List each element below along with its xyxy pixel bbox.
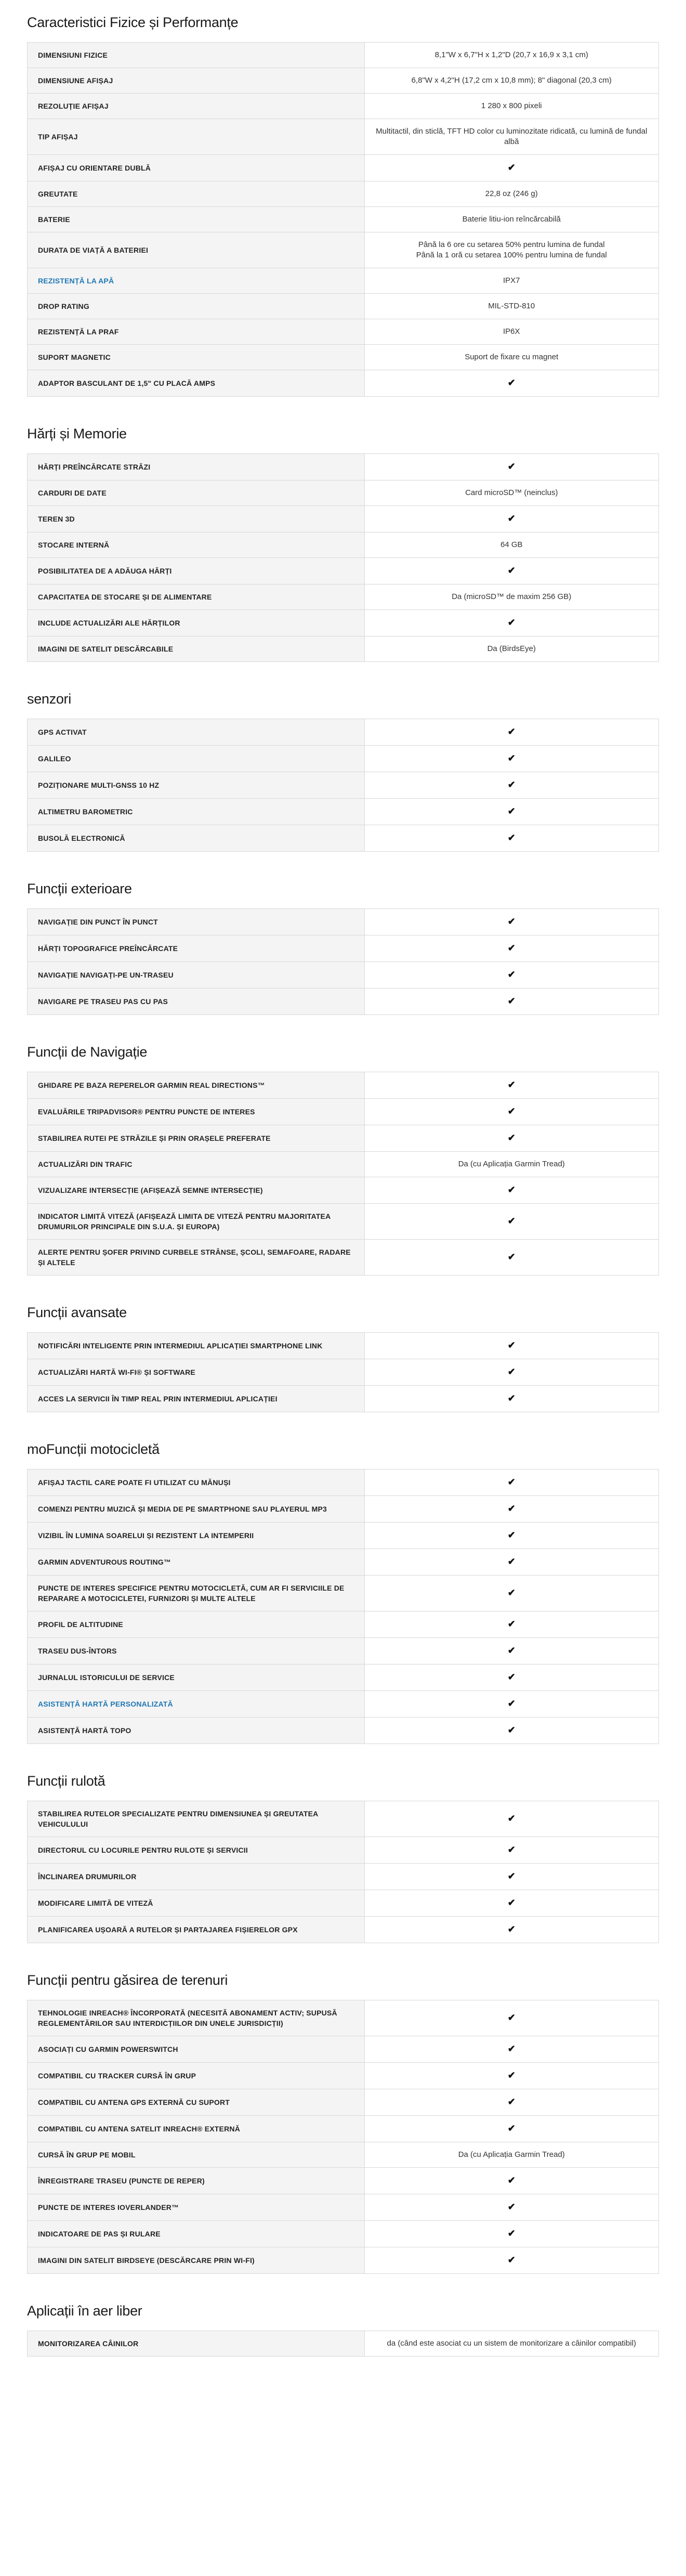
checkmark-icon: ✔ — [507, 2012, 516, 2023]
checkmark-icon: ✔ — [507, 1698, 516, 1709]
spec-value — [364, 1469, 659, 1496]
spec-value-text: Suport de fixare cu magnet — [465, 353, 559, 361]
spec-table — [27, 908, 659, 1015]
spec-section — [27, 1441, 659, 1744]
spec-value — [364, 1664, 659, 1691]
spec-value — [364, 1386, 659, 1412]
spec-value-text: Da (BirdsEye) — [487, 644, 536, 653]
table-row — [28, 1890, 659, 1917]
spec-label: ACTUALIZĂRI DIN TRAFIC — [28, 1152, 365, 1177]
spec-label: BATERIE — [28, 207, 365, 232]
checkmark-icon: ✔ — [507, 726, 516, 737]
spec-value — [364, 480, 659, 506]
table-row — [28, 2089, 659, 2116]
spec-label: CAPACITATEA DE STOCARE ȘI DE ALIMENTARE — [28, 584, 365, 610]
table-row — [28, 1099, 659, 1125]
table-row — [28, 2168, 659, 2194]
spec-value — [364, 94, 659, 119]
spec-label: ÎNCLINAREA DRUMURILOR — [28, 1864, 365, 1890]
spec-label: MODIFICARE LIMITĂ DE VITEZĂ — [28, 1890, 365, 1917]
table-row — [28, 1072, 659, 1099]
table-row — [28, 935, 659, 962]
table-row — [28, 1496, 659, 1523]
spec-value — [364, 1691, 659, 1718]
spec-value — [364, 2089, 659, 2116]
spec-label: ALTIMETRU BAROMETRIC — [28, 799, 365, 825]
table-row — [28, 532, 659, 558]
spec-label: PROFIL DE ALTITUDINE — [28, 1611, 365, 1638]
spec-label: COMPATIBIL CU ANTENA SATELIT INREACH® EXTERNĂ — [28, 2116, 365, 2142]
section-title: senzori — [27, 691, 71, 707]
table-row — [28, 181, 659, 207]
spec-label: GALILEO — [28, 746, 365, 772]
checkmark-icon: ✔ — [507, 2175, 516, 2185]
spec-section — [27, 881, 659, 1015]
spec-value — [364, 746, 659, 772]
spec-value — [364, 2000, 659, 2036]
checkmark-icon: ✔ — [507, 513, 516, 524]
table-row — [28, 370, 659, 397]
spec-table — [27, 1801, 659, 1943]
checkmark-icon: ✔ — [507, 969, 516, 980]
spec-value — [364, 988, 659, 1015]
table-row — [28, 636, 659, 662]
spec-label: POSIBILITATEA DE A ADĂUGA HĂRȚI — [28, 558, 365, 584]
spec-value — [364, 1072, 659, 1099]
checkmark-icon: ✔ — [507, 2228, 516, 2239]
table-row — [28, 1152, 659, 1177]
spec-label: REZOLUȚIE AFIȘAJ — [28, 94, 365, 119]
checkmark-icon: ✔ — [507, 1556, 516, 1567]
spec-label: HĂRȚI PREÎNCĂRCATE STRĂZI — [28, 454, 365, 480]
spec-value — [364, 610, 659, 636]
table-row — [28, 1917, 659, 1943]
spec-label: ACCES LA SERVICII ÎN TIMP REAL PRIN INTERMEDIUL APLICAȚIEI — [28, 1386, 365, 1412]
table-row — [28, 319, 659, 345]
spec-label: NOTIFICĂRI INTELIGENTE PRIN INTERMEDIUL APLICAȚIEI SMARTPHONE LINK — [28, 1333, 365, 1359]
spec-value — [364, 2116, 659, 2142]
section-title: Hărți și Memorie — [27, 426, 127, 441]
spec-value — [364, 181, 659, 207]
table-row — [28, 1549, 659, 1576]
spec-label: DIRECTORUL CU LOCURILE PENTRU RULOTE ȘI SERVICII — [28, 1837, 365, 1864]
spec-value — [364, 1801, 659, 1837]
spec-section — [27, 1305, 659, 1412]
table-row — [28, 506, 659, 532]
checkmark-icon: ✔ — [507, 1185, 516, 1195]
checkmark-icon: ✔ — [507, 1619, 516, 1629]
spec-value — [364, 1152, 659, 1177]
table-row — [28, 1864, 659, 1890]
checkmark-icon: ✔ — [507, 1133, 516, 1143]
spec-label: STABILIREA RUTELOR SPECIALIZATE PENTRU DIMENSIUNEA ȘI GREUTATEA VEHICULULUI — [28, 1801, 365, 1837]
spec-label: AFIȘAJ TACTIL CARE POATE FI UTILIZAT CU MĂNUȘI — [28, 1469, 365, 1496]
checkmark-icon: ✔ — [507, 2097, 516, 2107]
spec-label-link[interactable]: REZISTENȚĂ LA APĂ — [28, 268, 365, 294]
table-row — [28, 2221, 659, 2247]
table-row — [28, 719, 659, 746]
spec-value — [364, 2331, 659, 2357]
checkmark-icon: ✔ — [507, 779, 516, 790]
checkmark-icon: ✔ — [507, 1924, 516, 1934]
spec-table — [27, 42, 659, 397]
spec-value — [364, 935, 659, 962]
spec-value-text: Baterie litiu-ion reîncărcabilă — [462, 215, 561, 224]
table-row — [28, 68, 659, 94]
spec-label: ACTUALIZĂRI HARTĂ WI-FI® ȘI SOFTWARE — [28, 1359, 365, 1386]
checkmark-icon: ✔ — [507, 1813, 516, 1824]
checkmark-icon: ✔ — [507, 565, 516, 576]
spec-value — [364, 1917, 659, 1943]
spec-label: INDICATOR LIMITĂ VITEZĂ (AFIȘEAZĂ LIMITA DE VITEZĂ PENTRU MAJORITATEA DRUMURILOR PRINCIPALE DIN S.U.A. ȘI EUROPA) — [28, 1204, 365, 1240]
spec-value — [364, 719, 659, 746]
checkmark-icon: ✔ — [507, 1672, 516, 1682]
checkmark-icon: ✔ — [507, 916, 516, 927]
spec-section — [27, 15, 659, 397]
spec-value — [364, 1177, 659, 1204]
spec-value-text: 64 GB — [500, 540, 523, 549]
table-row — [28, 1837, 659, 1864]
table-row — [28, 1386, 659, 1412]
spec-value — [364, 119, 659, 155]
checkmark-icon: ✔ — [507, 2202, 516, 2212]
spec-label: POZIȚIONARE MULTI-GNSS 10 HZ — [28, 772, 365, 799]
checkmark-icon: ✔ — [507, 1079, 516, 1090]
table-row — [28, 1576, 659, 1611]
table-row — [28, 584, 659, 610]
spec-value-text: Multitactil, din sticlă, TFT HD color cu luminozitate ridicată, cu lumină de fundal albă — [376, 127, 648, 146]
table-row — [28, 1204, 659, 1240]
checkmark-icon: ✔ — [507, 2123, 516, 2133]
spec-value — [364, 532, 659, 558]
checkmark-icon: ✔ — [507, 1725, 516, 1735]
spec-value — [364, 2247, 659, 2274]
table-row — [28, 2063, 659, 2089]
table-row — [28, 1718, 659, 1744]
spec-label: DIMENSIUNE AFIȘAJ — [28, 68, 365, 94]
spec-value-text: Până la 6 ore cu setarea 50% pentru lumina de fundal Până la 1 oră cu setarea 100% pentru lumina de fundal — [416, 240, 607, 259]
spec-label: REZISTENȚĂ LA PRAF — [28, 319, 365, 345]
spec-value — [364, 558, 659, 584]
checkmark-icon: ✔ — [507, 1871, 516, 1881]
table-row — [28, 454, 659, 480]
table-row — [28, 1359, 659, 1386]
spec-label: DURATA DE VIAȚĂ A BATERIEI — [28, 232, 365, 268]
spec-value — [364, 1864, 659, 1890]
spec-value — [364, 1890, 659, 1917]
spec-value-text: Da (microSD™ de maxim 256 GB) — [452, 592, 572, 601]
table-row — [28, 1523, 659, 1549]
checkmark-icon: ✔ — [507, 617, 516, 628]
spec-table — [27, 453, 659, 662]
spec-table — [27, 1469, 659, 1744]
spec-value — [364, 268, 659, 294]
table-row — [28, 909, 659, 935]
spec-label: ADAPTOR BASCULANT DE 1,5" CU PLACĂ AMPS — [28, 370, 365, 397]
spec-label: GHIDARE PE BAZA REPERELOR GARMIN REAL DIRECTIONS™ — [28, 1072, 365, 1099]
spec-value-text: 8,1"W x 6,7"H x 1,2"D (20,7 x 16,9 x 3,1 cm) — [434, 50, 588, 59]
spec-label: COMENZI PENTRU MUZICĂ ȘI MEDIA DE PE SMARTPHONE SAU PLAYERUL MP3 — [28, 1496, 365, 1523]
checkmark-icon: ✔ — [507, 1897, 516, 1908]
checkmark-icon: ✔ — [507, 2070, 516, 2080]
spec-value — [364, 2036, 659, 2063]
checkmark-icon: ✔ — [507, 1340, 516, 1350]
table-row — [28, 2247, 659, 2274]
table-row — [28, 345, 659, 370]
checkmark-icon: ✔ — [507, 1503, 516, 1514]
spec-table — [27, 1072, 659, 1276]
spec-label: STABILIREA RUTEI PE STRĂZILE ȘI PRIN ORAȘELE PREFERATE — [28, 1125, 365, 1152]
spec-label: NAVIGAȚIE DIN PUNCT ÎN PUNCT — [28, 909, 365, 935]
spec-value — [364, 1638, 659, 1664]
spec-value-text: da (când este asociat cu un sistem de monitorizare a câinilor compatibil) — [387, 2339, 636, 2348]
spec-section — [27, 1972, 659, 2274]
spec-value — [364, 454, 659, 480]
checkmark-icon: ✔ — [507, 1844, 516, 1855]
spec-value — [364, 68, 659, 94]
spec-value — [364, 2168, 659, 2194]
spec-value-text: 22,8 oz (246 g) — [485, 189, 538, 198]
section-title: Caracteristici Fizice și Performanțe — [27, 15, 239, 30]
checkmark-icon: ✔ — [507, 461, 516, 472]
table-row — [28, 2116, 659, 2142]
spec-label: DROP RATING — [28, 294, 365, 319]
table-row — [28, 799, 659, 825]
spec-value-text: Card microSD™ (neinclus) — [465, 488, 558, 497]
spec-value — [364, 2142, 659, 2168]
checkmark-icon: ✔ — [507, 1645, 516, 1656]
table-row — [28, 610, 659, 636]
spec-value — [364, 1359, 659, 1386]
spec-value — [364, 1125, 659, 1152]
spec-value — [364, 232, 659, 268]
spec-section — [27, 1773, 659, 1943]
spec-value — [364, 345, 659, 370]
checkmark-icon: ✔ — [507, 832, 516, 843]
spec-value-text: Da (cu Aplicația Garmin Tread) — [458, 1160, 565, 1168]
table-row — [28, 1333, 659, 1359]
checkmark-icon: ✔ — [507, 378, 516, 388]
table-row — [28, 1611, 659, 1638]
table-row — [28, 1638, 659, 1664]
spec-label: TEREN 3D — [28, 506, 365, 532]
checkmark-icon: ✔ — [507, 1530, 516, 1540]
table-row — [28, 2142, 659, 2168]
section-title: moFuncții motocicletă — [27, 1441, 160, 1457]
spec-value — [364, 1523, 659, 1549]
table-row — [28, 1240, 659, 1276]
spec-label: IMAGINI DE SATELIT DESCĂRCABILE — [28, 636, 365, 662]
table-row — [28, 2000, 659, 2036]
spec-label: COMPATIBIL CU ANTENA GPS EXTERNĂ CU SUPORT — [28, 2089, 365, 2116]
spec-value — [364, 207, 659, 232]
section-title: Funcții de Navigație — [27, 1044, 148, 1060]
checkmark-icon: ✔ — [507, 162, 516, 173]
spec-section — [27, 426, 659, 662]
spec-label: TIP AFIȘAJ — [28, 119, 365, 155]
table-row — [28, 119, 659, 155]
table-row — [28, 155, 659, 181]
checkmark-icon: ✔ — [507, 806, 516, 816]
table-row — [28, 207, 659, 232]
checkmark-icon: ✔ — [507, 1252, 516, 1262]
table-row — [28, 268, 659, 294]
table-row — [28, 1469, 659, 1496]
spec-section — [27, 1044, 659, 1276]
spec-label: PUNCTE DE INTERES IOVERLANDER™ — [28, 2194, 365, 2221]
spec-value — [364, 1099, 659, 1125]
spec-value — [364, 2194, 659, 2221]
spec-label: MONITORIZAREA CÂINILOR — [28, 2331, 365, 2357]
spec-value — [364, 2221, 659, 2247]
spec-label: CURSĂ ÎN GRUP PE MOBIL — [28, 2142, 365, 2168]
table-row — [28, 962, 659, 988]
checkmark-icon: ✔ — [507, 996, 516, 1006]
spec-value — [364, 1611, 659, 1638]
spec-value — [364, 319, 659, 345]
table-row — [28, 43, 659, 68]
table-row — [28, 2036, 659, 2063]
table-row — [28, 825, 659, 852]
checkmark-icon: ✔ — [507, 1393, 516, 1403]
spec-value — [364, 155, 659, 181]
table-row — [28, 94, 659, 119]
spec-value — [364, 1240, 659, 1276]
spec-label: NAVIGARE PE TRASEU PAS CU PAS — [28, 988, 365, 1015]
spec-label-link[interactable]: ASISTENȚĂ HARTĂ PERSONALIZATĂ — [28, 1691, 365, 1718]
spec-value — [364, 584, 659, 610]
spec-value — [364, 772, 659, 799]
spec-label: VIZIBIL ÎN LUMINA SOARELUI ȘI REZISTENT LA INTEMPERII — [28, 1523, 365, 1549]
spec-table — [27, 2000, 659, 2274]
spec-value-text: IPX7 — [503, 276, 520, 285]
spec-label: INDICATOARE DE PAS ȘI RULARE — [28, 2221, 365, 2247]
spec-value — [364, 1204, 659, 1240]
table-row — [28, 2331, 659, 2357]
table-row — [28, 746, 659, 772]
spec-label: COMPATIBIL CU TRACKER CURSĂ ÎN GRUP — [28, 2063, 365, 2089]
spec-label: GPS ACTIVAT — [28, 719, 365, 746]
spec-value — [364, 1576, 659, 1611]
spec-label: GREUTATE — [28, 181, 365, 207]
checkmark-icon: ✔ — [507, 753, 516, 763]
spec-value — [364, 1496, 659, 1523]
spec-label: ASISTENȚĂ HARTĂ TOPO — [28, 1718, 365, 1744]
checkmark-icon: ✔ — [507, 1216, 516, 1226]
table-row — [28, 1691, 659, 1718]
table-row — [28, 294, 659, 319]
table-row — [28, 1664, 659, 1691]
table-row — [28, 2194, 659, 2221]
spec-label: AFIȘAJ CU ORIENTARE DUBLĂ — [28, 155, 365, 181]
spec-label: HĂRȚI TOPOGRAFICE PREÎNCĂRCATE — [28, 935, 365, 962]
spec-label: ÎNREGISTRARE TRASEU (PUNCTE DE REPER) — [28, 2168, 365, 2194]
checkmark-icon: ✔ — [507, 2255, 516, 2265]
section-title: Aplicații în aer liber — [27, 2303, 142, 2319]
spec-value — [364, 2063, 659, 2089]
spec-label: GARMIN ADVENTUROUS ROUTING™ — [28, 1549, 365, 1576]
spec-value — [364, 1549, 659, 1576]
checkmark-icon: ✔ — [507, 2044, 516, 2054]
spec-label: VIZUALIZARE INTERSECȚIE (AFIȘEAZĂ SEMNE INTERSECȚIE) — [28, 1177, 365, 1204]
table-row — [28, 1177, 659, 1204]
checkmark-icon: ✔ — [507, 1106, 516, 1116]
spec-value — [364, 1333, 659, 1359]
spec-value — [364, 43, 659, 68]
spec-label: BUSOLĂ ELECTRONICĂ — [28, 825, 365, 852]
spec-value — [364, 1718, 659, 1744]
spec-label: ALERTE PENTRU ȘOFER PRIVIND CURBELE STRÂNSE, ȘCOLI, SEMAFOARE, RADARE ȘI ALTELE — [28, 1240, 365, 1276]
section-title: Funcții exterioare — [27, 881, 132, 896]
spec-label: CARDURI DE DATE — [28, 480, 365, 506]
spec-label: TRASEU DUS-ÎNTORS — [28, 1638, 365, 1664]
spec-value — [364, 1837, 659, 1864]
spec-table — [27, 1332, 659, 1412]
spec-label: INCLUDE ACTUALIZĂRI ALE HĂRȚILOR — [28, 610, 365, 636]
spec-value — [364, 636, 659, 662]
spec-label: ASOCIAȚI CU GARMIN POWERSWITCH — [28, 2036, 365, 2063]
spec-label: SUPORT MAGNETIC — [28, 345, 365, 370]
spec-value — [364, 825, 659, 852]
table-row — [28, 1125, 659, 1152]
spec-section — [27, 2303, 659, 2357]
section-title: Funcții avansate — [27, 1305, 127, 1320]
table-row — [28, 480, 659, 506]
spec-table — [27, 719, 659, 852]
spec-value-text: MIL-STD-810 — [488, 302, 535, 310]
checkmark-icon: ✔ — [507, 943, 516, 953]
spec-value-text: IP6X — [503, 327, 520, 336]
spec-value — [364, 799, 659, 825]
spec-value-text: Da (cu Aplicația Garmin Tread) — [458, 2150, 565, 2159]
table-row — [28, 232, 659, 268]
spec-label: DIMENSIUNI FIZICE — [28, 43, 365, 68]
spec-value — [364, 294, 659, 319]
table-row — [28, 1801, 659, 1837]
spec-label: STOCARE INTERNĂ — [28, 532, 365, 558]
spec-section — [27, 691, 659, 852]
spec-value — [364, 506, 659, 532]
spec-table — [27, 2331, 659, 2357]
spec-label: JURNALUL ISTORICULUI DE SERVICE — [28, 1664, 365, 1691]
spec-value — [364, 370, 659, 397]
checkmark-icon: ✔ — [507, 1588, 516, 1598]
table-row — [28, 558, 659, 584]
checkmark-icon: ✔ — [507, 1477, 516, 1487]
table-row — [28, 988, 659, 1015]
spec-label: NAVIGAȚIE NAVIGAȚI-PE UN-TRASEU — [28, 962, 365, 988]
spec-label: IMAGINI DIN SATELIT BIRDSEYE (DESCĂRCARE PRIN WI-FI) — [28, 2247, 365, 2274]
spec-value — [364, 909, 659, 935]
spec-value-text: 6,8"W x 4,2"H (17,2 cm x 10,8 mm); 8" diagonal (20,3 cm) — [411, 76, 612, 85]
spec-value-text: 1 280 x 800 pixeli — [481, 101, 542, 110]
spec-label: PUNCTE DE INTERES SPECIFICE PENTRU MOTOCICLETĂ, CUM AR FI SERVICIILE DE REPARARE A MOTOCICLETEI, FURNIZORI ȘI MULTE ALTELE — [28, 1576, 365, 1611]
section-title: Funcții rulotă — [27, 1773, 105, 1789]
spec-label: EVALUĂRILE TRIPADVISOR® PENTRU PUNCTE DE INTERES — [28, 1099, 365, 1125]
spec-value — [364, 962, 659, 988]
table-row — [28, 772, 659, 799]
spec-label: PLANIFICAREA UȘOARĂ A RUTELOR ȘI PARTAJAREA FIȘIERELOR GPX — [28, 1917, 365, 1943]
section-title: Funcții pentru găsirea de terenuri — [27, 1972, 228, 1988]
spec-label: TEHNOLOGIE INREACH® ÎNCORPORATĂ (NECESITĂ ABONAMENT ACTIV; SUPUSĂ REGLEMENTĂRILOR SAU INTERDICȚIILOR DIN UNELE JURISDICȚII) — [28, 2000, 365, 2036]
checkmark-icon: ✔ — [507, 1367, 516, 1377]
